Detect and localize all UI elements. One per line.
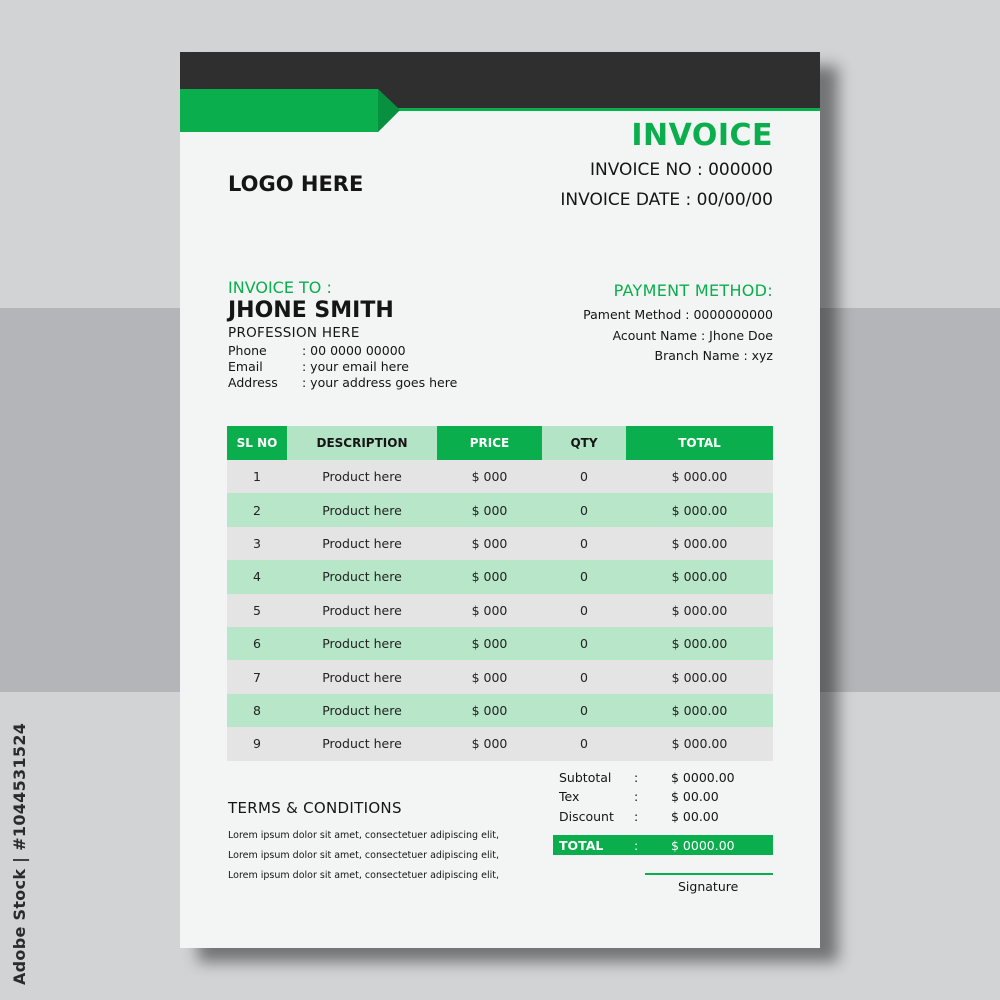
header-green-tab xyxy=(180,89,400,132)
signature-label: Signature xyxy=(678,879,739,894)
cell-qty: 0 xyxy=(580,702,588,718)
total-value: $ 0000.00 xyxy=(671,837,735,853)
header-sl-no: SL NO xyxy=(227,426,287,460)
cell-description: Product here xyxy=(322,502,402,518)
stock-watermark-id: Adobe Stock | #1044531524 xyxy=(10,722,29,985)
cell-description: Product here xyxy=(322,569,402,585)
cell-price: $ 000 xyxy=(471,669,508,685)
discount-label: Discount xyxy=(559,809,614,824)
cell-total: $ 000.00 xyxy=(671,702,728,718)
cell-sl-no: 1 xyxy=(253,469,261,485)
header-accent-line xyxy=(380,108,820,111)
address-value: : your address goes here xyxy=(302,375,458,390)
cell-sl-no: 4 xyxy=(253,569,261,585)
cell-total: $ 000.00 xyxy=(671,669,728,685)
cell-qty: 0 xyxy=(580,736,588,752)
client-address xyxy=(228,375,457,390)
table-row xyxy=(227,660,773,693)
address-label: Address xyxy=(228,375,278,390)
cell-total: $ 000.00 xyxy=(671,469,728,485)
header-description: DESCRIPTION xyxy=(287,426,437,460)
tax-row xyxy=(559,789,719,804)
cell-price: $ 000 xyxy=(471,602,508,618)
cell-price: $ 000 xyxy=(471,702,508,718)
discount-colon: : xyxy=(634,809,639,824)
discount-value: $ 00.00 xyxy=(671,809,719,824)
terms-line: Lorem ipsum dolor sit amet, consectetuer adipiscing elit, xyxy=(228,850,499,861)
client-phone xyxy=(228,343,406,358)
invoice-page xyxy=(180,52,820,948)
client-profession: PROFESSION HERE xyxy=(228,325,360,341)
payment-method-label: PAYMENT METHOD: xyxy=(613,281,773,300)
cell-qty: 0 xyxy=(580,535,588,551)
tax-value: $ 00.00 xyxy=(671,789,719,804)
cell-description: Product here xyxy=(322,736,402,752)
cell-qty: 0 xyxy=(580,569,588,585)
phone-value: : 00 0000 00000 xyxy=(302,343,406,358)
cell-price: $ 000 xyxy=(471,569,508,585)
email-value: : your email here xyxy=(302,359,409,374)
header-qty: QTY xyxy=(542,426,626,460)
cell-sl-no: 9 xyxy=(253,736,261,752)
client-name: JHONE SMITH xyxy=(228,298,394,323)
total-label: TOTAL xyxy=(559,837,604,853)
cell-price: $ 000 xyxy=(471,502,508,518)
table-row xyxy=(227,727,773,760)
subtotal-row xyxy=(559,770,735,785)
terms-line: Lorem ipsum dolor sit amet, consectetuer adipiscing elit, xyxy=(228,870,499,881)
terms-line: Lorem ipsum dolor sit amet, consectetuer adipiscing elit, xyxy=(228,830,499,841)
table-row xyxy=(227,627,773,660)
account-name: Acount Name : Jhone Doe xyxy=(612,328,773,343)
subtotal-label: Subtotal xyxy=(559,770,612,785)
cell-sl-no: 2 xyxy=(253,502,261,518)
cell-sl-no: 3 xyxy=(253,535,261,551)
invoice-title: INVOICE xyxy=(631,118,773,153)
cell-total: $ 000.00 xyxy=(671,535,728,551)
logo-placeholder: LOGO HERE xyxy=(228,172,364,196)
header-price: PRICE xyxy=(437,426,542,460)
items-table xyxy=(227,426,773,761)
tax-label: Tex xyxy=(559,789,580,804)
signature-line xyxy=(645,873,773,875)
phone-label: Phone xyxy=(228,343,267,358)
cell-qty: 0 xyxy=(580,469,588,485)
table-row xyxy=(227,694,773,727)
cell-price: $ 000 xyxy=(471,636,508,652)
discount-row xyxy=(559,809,719,824)
invoice-number: INVOICE NO : 000000 xyxy=(590,160,773,180)
cell-price: $ 000 xyxy=(471,736,508,752)
subtotal-colon: : xyxy=(634,770,639,785)
cell-sl-no: 8 xyxy=(253,702,261,718)
cell-total: $ 000.00 xyxy=(671,636,728,652)
table-header xyxy=(227,426,773,460)
cell-description: Product here xyxy=(322,602,402,618)
cell-qty: 0 xyxy=(580,636,588,652)
table-row xyxy=(227,493,773,526)
table-row xyxy=(227,594,773,627)
table-row xyxy=(227,560,773,593)
cell-total: $ 000.00 xyxy=(671,502,728,518)
invoice-date: INVOICE DATE : 00/00/00 xyxy=(560,190,773,210)
cell-total: $ 000.00 xyxy=(671,602,728,618)
header-total: TOTAL xyxy=(626,426,773,460)
cell-description: Product here xyxy=(322,702,402,718)
email-label: Email xyxy=(228,359,263,374)
cell-price: $ 000 xyxy=(471,469,508,485)
cell-description: Product here xyxy=(322,469,402,485)
grand-total-bar xyxy=(553,835,773,855)
cell-description: Product here xyxy=(322,535,402,551)
cell-qty: 0 xyxy=(580,602,588,618)
cell-sl-no: 5 xyxy=(253,602,261,618)
tax-colon: : xyxy=(634,789,639,804)
subtotal-value: $ 0000.00 xyxy=(671,770,735,785)
client-email xyxy=(228,359,409,374)
table-row xyxy=(227,460,773,493)
invoice-to-label: INVOICE TO : xyxy=(228,278,332,297)
cell-description: Product here xyxy=(322,636,402,652)
payment-method-value: Pament Method : 0000000000 xyxy=(583,307,773,322)
cell-sl-no: 6 xyxy=(253,636,261,652)
branch-name: Branch Name : xyz xyxy=(654,348,773,363)
cell-total: $ 000.00 xyxy=(671,736,728,752)
cell-description: Product here xyxy=(322,669,402,685)
total-colon: : xyxy=(634,837,639,853)
table-row xyxy=(227,527,773,560)
cell-price: $ 000 xyxy=(471,535,508,551)
terms-title: TERMS & CONDITIONS xyxy=(228,799,402,817)
cell-sl-no: 7 xyxy=(253,669,261,685)
cell-qty: 0 xyxy=(580,669,588,685)
cell-total: $ 000.00 xyxy=(671,569,728,585)
cell-qty: 0 xyxy=(580,502,588,518)
